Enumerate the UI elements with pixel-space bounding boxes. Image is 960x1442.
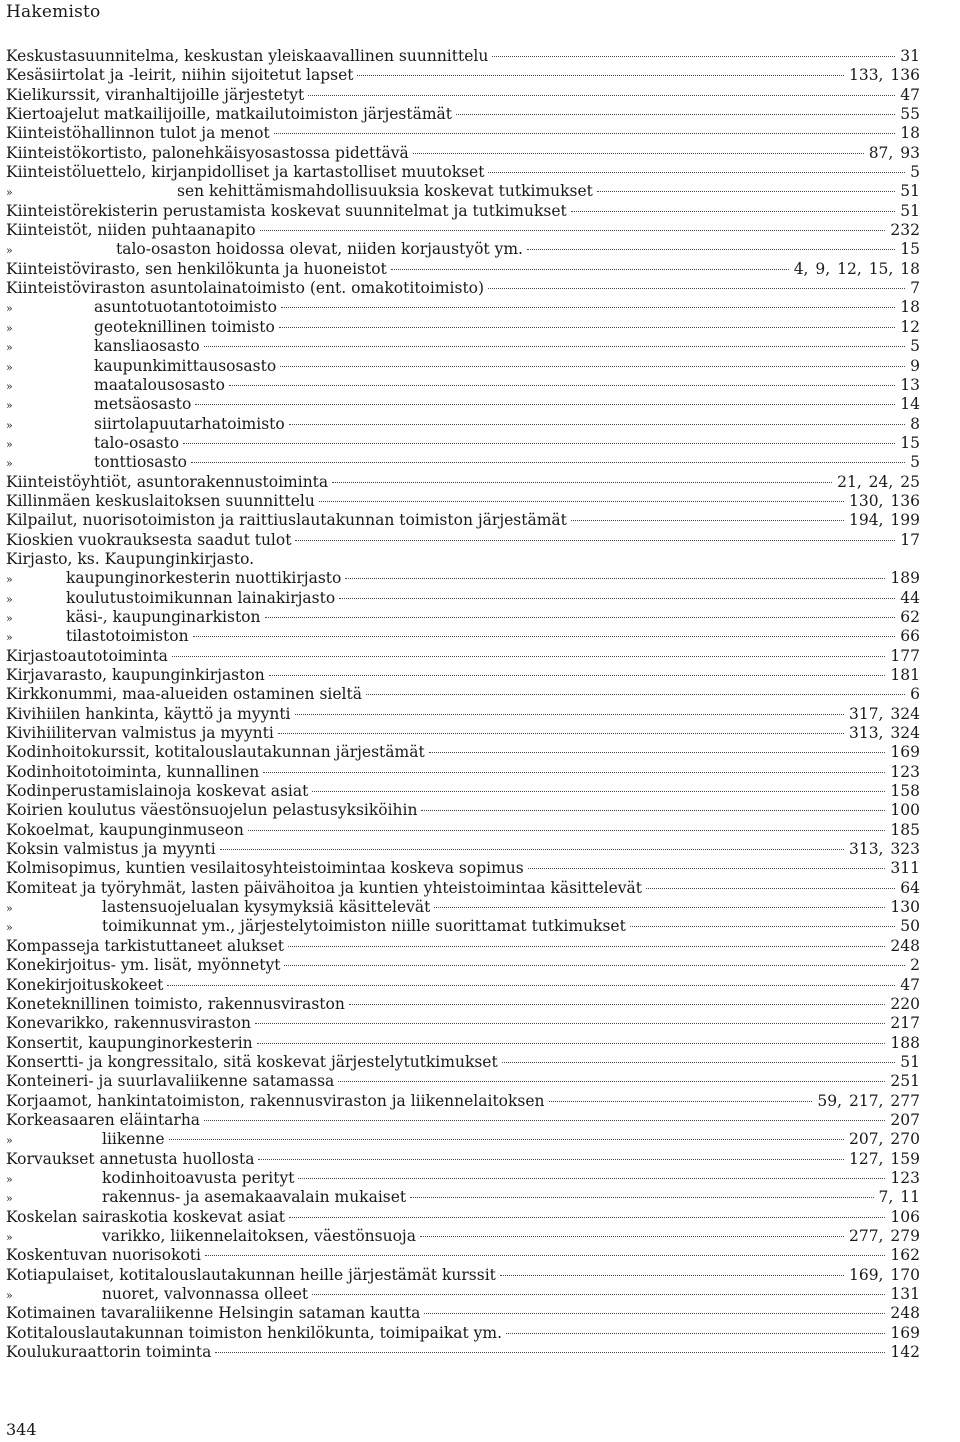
index-entry xyxy=(6,279,920,298)
index-entry-label: Kirjasto, ks. Kaupunginkirjasto. xyxy=(6,549,255,568)
index-entry-label: Kompasseja tarkistuttaneet alukset xyxy=(6,936,284,955)
dot-leader xyxy=(339,598,895,599)
index-entry-label: Kioskien vuokrauksesta saadut tulot xyxy=(6,530,292,549)
index-entry-pages: 8 xyxy=(910,414,920,433)
index-entry xyxy=(6,705,920,724)
index-entry-pages: 87, 93 xyxy=(868,143,920,162)
index-entry xyxy=(6,1034,920,1053)
page-header-title: Hakemisto xyxy=(6,2,101,22)
index-entry-pages: 5 xyxy=(910,337,920,356)
index-entry-label: talo-osasto xyxy=(94,433,180,452)
index-entry xyxy=(6,1266,920,1285)
index-entry-label: Kiinteistökortisto, palonehkäisyosastossa pidettävä xyxy=(6,143,409,162)
dot-leader xyxy=(410,1197,873,1198)
index-entry-label: nuoret, valvonnassa olleet xyxy=(102,1285,309,1303)
dot-leader xyxy=(646,888,895,889)
index-entry-pages: 188 xyxy=(890,1033,920,1052)
index-entry xyxy=(6,357,920,376)
index-entry xyxy=(6,1111,920,1130)
index-entry-pages: 18 xyxy=(900,124,920,143)
index-entry-pages: 142 xyxy=(890,1343,920,1362)
ditto-mark: » xyxy=(6,631,13,645)
index-entry xyxy=(6,956,920,975)
ditto-mark: » xyxy=(6,399,13,413)
index-entry xyxy=(6,608,920,627)
index-entry-pages: 123 xyxy=(890,1168,920,1187)
index-entry-pages: 51 xyxy=(900,182,920,201)
ditto-mark: » xyxy=(6,418,13,432)
index-entry xyxy=(6,221,920,240)
index-entry-pages: 130, 136 xyxy=(848,491,920,510)
dot-leader xyxy=(279,327,895,328)
dot-leader xyxy=(308,95,895,96)
index-entry-label: Koskelan sairaskotia koskevat asiat xyxy=(6,1207,285,1226)
index-entry xyxy=(6,86,920,105)
dot-leader xyxy=(420,1236,844,1237)
index-entry xyxy=(6,569,920,588)
index-entry-pages: 207 xyxy=(890,1110,920,1129)
index-entry-label: Koskentuvan nuorisokoti xyxy=(6,1246,201,1265)
index-entry-pages: 123 xyxy=(890,762,920,781)
index-entry-pages: 21, 24, 25 xyxy=(837,472,920,491)
index-entry-label: Kesäsiirtolat ja -leirit, niihin sijoitetut lapset xyxy=(6,66,354,85)
index-entry xyxy=(6,260,920,279)
dot-leader xyxy=(229,385,895,386)
dot-leader xyxy=(488,288,905,289)
index-entry-pages: 194, 199 xyxy=(848,511,920,530)
dot-leader xyxy=(258,1159,843,1160)
dot-leader xyxy=(274,133,896,134)
index-entry xyxy=(6,627,920,646)
index-entry xyxy=(6,1072,920,1091)
index-entry-label: Koulukuraattorin toiminta xyxy=(6,1343,212,1362)
index-entry-label: Kirjavarasto, kaupunginkirjaston xyxy=(6,666,265,684)
dot-leader xyxy=(204,1120,885,1121)
dot-leader xyxy=(195,404,895,405)
ditto-mark: » xyxy=(6,592,13,606)
index-entry-label: talo-osaston hoidossa olevat, niiden korjaustyöt ym. xyxy=(116,240,523,259)
index-entry-label: Korvaukset annetusta huollosta xyxy=(6,1149,255,1168)
dot-leader xyxy=(169,1139,844,1140)
index-entry-label: geoteknillinen toimisto xyxy=(94,317,275,336)
index-entry-pages: 47 xyxy=(900,85,920,104)
index-entry xyxy=(6,202,920,221)
index-entry xyxy=(6,47,920,66)
index-entry xyxy=(6,298,920,317)
dot-leader xyxy=(571,211,896,212)
index-entry-pages: 18 xyxy=(900,298,920,317)
ditto-mark: » xyxy=(6,1134,13,1148)
index-entry-label: Koneteknillinen toimisto, rakennusviraston xyxy=(6,994,345,1013)
ditto-mark: » xyxy=(6,902,13,916)
index-entry-label: Korjaamot, hankintatoimiston, rakennusviraston ja liikennelaitoksen xyxy=(6,1091,545,1110)
dot-leader xyxy=(434,907,885,908)
index-entry-label: Kiinteistöviraston asuntolainatoimisto (ent. omakotitoimisto) xyxy=(6,279,485,298)
index-entry xyxy=(6,434,920,453)
index-entry-pages: 4, 9, 12, 15, 18 xyxy=(793,259,920,278)
dot-leader xyxy=(424,1313,885,1314)
index-entry-pages: 131 xyxy=(890,1285,920,1303)
index-entry-pages: 7, 11 xyxy=(878,1188,920,1207)
ditto-mark: » xyxy=(6,244,13,258)
index-entry-label: maatalousosasto xyxy=(94,375,225,394)
index-entry-pages: 127, 159 xyxy=(848,1149,920,1168)
ditto-mark: » xyxy=(6,611,13,625)
index-entry-label: toimikunnat ym., järjestelytoimiston niille suorittamat tutkimukset xyxy=(102,917,626,936)
dot-leader xyxy=(391,269,789,270)
index-entry-pages: 12 xyxy=(900,317,920,336)
index-entry-pages: 248 xyxy=(890,936,920,955)
dot-leader xyxy=(289,1217,885,1218)
index-entry-label: Kiinteistöt, niiden puhtaanapito xyxy=(6,221,256,240)
index-entry-label: Koksin valmistus ja myynti xyxy=(6,840,216,859)
index-entry-label: Kiinteistövirasto, sen henkilökunta ja huoneistot xyxy=(6,259,387,278)
index-entry xyxy=(6,937,920,956)
index-entry-pages: 51 xyxy=(900,1052,920,1071)
index-entry-pages: 50 xyxy=(900,917,920,936)
index-entry xyxy=(6,531,920,550)
index-entry-label: kodinhoitoavusta perityt xyxy=(102,1168,295,1187)
index-entry-label: varikko, liikennelaitoksen, väestönsuoja xyxy=(102,1226,416,1245)
index-entry xyxy=(6,898,920,917)
index-entry-label: Konevarikko, rakennusviraston xyxy=(6,1014,251,1033)
dot-leader xyxy=(357,75,843,76)
index-entry xyxy=(6,589,920,608)
dot-leader xyxy=(215,1352,885,1353)
index-entry-pages: 6 xyxy=(910,685,920,704)
index-entry-pages: 55 xyxy=(900,105,920,124)
ditto-mark: » xyxy=(6,573,13,587)
index-entry xyxy=(6,666,920,685)
index-entry-label: Konekirjoitus- ym. lisät, myönnetyt xyxy=(6,956,281,975)
index-entry xyxy=(6,1324,920,1343)
dot-leader xyxy=(456,114,895,115)
index-entry-label: lastensuojelualan kysymyksiä käsittelevät xyxy=(102,898,431,917)
index-entry xyxy=(6,182,920,201)
dot-leader xyxy=(571,520,844,521)
index-entry-label: sen kehittämismahdollisuuksia koskevat tutkimukset xyxy=(177,182,593,201)
index-entry-label: Konsertit, kaupunginorkesterin xyxy=(6,1033,253,1052)
index-entry-pages: 100 xyxy=(890,801,920,820)
index-entry-label: Kolmisopimus, kuntien vesilaitosyhteistoimintaa koskeva sopimus xyxy=(6,859,524,878)
dot-leader xyxy=(295,714,844,715)
index-entry-pages: 14 xyxy=(900,395,920,414)
index-entry xyxy=(6,859,920,878)
dot-leader xyxy=(319,501,844,502)
index-entry-label: Korkeasaaren eläintarha xyxy=(6,1110,201,1129)
dot-leader xyxy=(269,675,886,676)
index-entry-label: Kodinhoitokurssit, kotitalouslautakunnan järjestämät xyxy=(6,743,425,762)
index-entry-label: Koirien koulutus väestönsuojelun pelastusyksiköihin xyxy=(6,801,418,820)
index-entry xyxy=(6,1188,920,1207)
index-entry xyxy=(6,144,920,163)
index-entry xyxy=(6,1092,920,1111)
ditto-mark: » xyxy=(6,321,13,335)
index-entry xyxy=(6,1304,920,1323)
dot-leader xyxy=(280,366,905,367)
dot-leader xyxy=(421,810,885,811)
dot-leader xyxy=(183,443,895,444)
index-entry-label: kaupunginorkesterin nuottikirjasto xyxy=(66,569,342,588)
index-entry-pages: 162 xyxy=(890,1246,920,1265)
index-entry-pages: 51 xyxy=(900,201,920,220)
ditto-mark: » xyxy=(6,186,13,200)
index-entry-pages: 185 xyxy=(890,820,920,839)
index-entry-pages: 66 xyxy=(900,627,920,646)
index-entry xyxy=(6,66,920,85)
ditto-mark: » xyxy=(6,379,13,393)
index-entry-pages: 9 xyxy=(910,356,920,375)
index-entry-pages: 133, 136 xyxy=(848,66,920,85)
index-entry xyxy=(6,492,920,511)
ditto-mark: » xyxy=(6,921,13,935)
index-entry-list xyxy=(6,47,920,1362)
ditto-mark: » xyxy=(6,360,13,374)
index-entry xyxy=(6,240,920,259)
index-entry-pages: 2 xyxy=(910,956,920,975)
index-entry-pages: 5 xyxy=(910,163,920,182)
index-entry xyxy=(6,685,920,704)
index-entry-label: asuntotuotantotoimisto xyxy=(94,298,277,317)
index-entry-label: Kiinteistöhallinnon tulot ja menot xyxy=(6,124,270,143)
index-entry xyxy=(6,1169,920,1188)
index-entry xyxy=(6,1343,920,1362)
dot-leader xyxy=(488,172,905,173)
dot-leader xyxy=(549,1101,813,1102)
dot-leader xyxy=(263,772,885,773)
index-entry-label: Konteineri- ja suurlavaliikenne satamassa xyxy=(6,1072,335,1091)
index-entry-label: Kirjastoautotoiminta xyxy=(6,646,168,665)
index-entry-label: Kiinteistöyhtiöt, asuntorakennustoiminta xyxy=(6,472,329,491)
index-entry xyxy=(6,1130,920,1149)
ditto-mark: » xyxy=(6,437,13,451)
index-entry xyxy=(6,415,920,434)
dot-leader xyxy=(191,462,905,463)
index-entry-label: Kivihiilen hankinta, käyttö ja myynti xyxy=(6,704,291,723)
index-entry xyxy=(6,473,920,492)
dot-leader xyxy=(366,694,905,695)
index-entry xyxy=(6,550,920,569)
index-entry-pages: 15 xyxy=(900,433,920,452)
dot-leader xyxy=(220,849,844,850)
index-entry xyxy=(6,763,920,782)
index-entry-pages: 169 xyxy=(890,743,920,762)
index-entry-label: tilastotoimiston xyxy=(66,627,189,646)
dot-leader xyxy=(295,540,895,541)
index-entry-pages: 181 xyxy=(890,666,920,684)
dot-leader xyxy=(265,617,896,618)
index-entry-pages: 169, 170 xyxy=(848,1265,920,1284)
index-entry-pages: 232 xyxy=(890,221,920,240)
index-entry xyxy=(6,105,920,124)
index-entry-label: Konekirjoituskokeet xyxy=(6,975,164,994)
index-entry-pages: 217 xyxy=(890,1014,920,1033)
index-entry xyxy=(6,1246,920,1265)
index-entry-pages: 7 xyxy=(910,279,920,298)
ditto-mark: » xyxy=(6,1230,13,1244)
dot-leader xyxy=(349,1004,886,1005)
dot-leader xyxy=(502,1062,896,1063)
index-entry-label: metsäosasto xyxy=(94,395,192,414)
index-entry-pages: 317, 324 xyxy=(848,704,920,723)
index-entry-label: Kodinhoitotoiminta, kunnallinen xyxy=(6,762,260,781)
index-entry xyxy=(6,1150,920,1169)
index-entry xyxy=(6,976,920,995)
index-entry-label: Kirkkonummi, maa-alueiden ostaminen sieltä xyxy=(6,685,362,704)
index-entry-label: rakennus- ja asemakaavalain mukaiset xyxy=(102,1188,407,1207)
index-entry-pages: 64 xyxy=(900,878,920,897)
dot-leader xyxy=(288,946,885,947)
dot-leader xyxy=(172,656,885,657)
dot-leader xyxy=(597,191,895,192)
dot-leader xyxy=(312,1294,885,1295)
index-entry-label: Kotitalouslautakunnan toimiston henkilökunta, toimipaikat ym. xyxy=(6,1323,503,1342)
index-entry-label: liikenne xyxy=(102,1130,165,1149)
index-entry-label: siirtolapuutarhatoimisto xyxy=(94,414,285,433)
index-entry-pages: 177 xyxy=(890,646,920,665)
dot-leader xyxy=(281,307,895,308)
index-entry xyxy=(6,337,920,356)
ditto-mark: » xyxy=(6,302,13,316)
dot-leader xyxy=(528,868,886,869)
index-entry xyxy=(6,840,920,859)
index-entry-label: Kielikurssit, viranhaltijoille järjestetyt xyxy=(6,85,305,104)
index-entry-label: Killinmäen keskuslaitoksen suunnittelu xyxy=(6,491,315,510)
index-entry-pages: 44 xyxy=(900,588,920,607)
index-entry xyxy=(6,1053,920,1072)
index-entry xyxy=(6,163,920,182)
index-entry-pages: 158 xyxy=(890,782,920,801)
index-entry-label: Kotiapulaiset, kotitalouslautakunnan heille järjestämät kurssit xyxy=(6,1265,496,1284)
index-entry-label: koulutustoimikunnan lainakirjasto xyxy=(66,588,336,607)
index-entry-label: Kiinteistörekisterin perustamista koskevat suunnitelmat ja tutkimukset xyxy=(6,201,567,220)
index-entry-pages: 15 xyxy=(900,240,920,259)
index-entry xyxy=(6,782,920,801)
dot-leader xyxy=(260,230,886,231)
index-entry-pages: 13 xyxy=(900,375,920,394)
index-entry-label: Kivihiilitervan valmistus ja myynti xyxy=(6,724,274,743)
index-entry-pages: 169 xyxy=(890,1323,920,1342)
dot-leader xyxy=(312,791,885,792)
index-entry xyxy=(6,511,920,530)
dot-leader xyxy=(257,1043,886,1044)
index-entry xyxy=(6,879,920,898)
index-entry xyxy=(6,453,920,472)
index-entry-label: kansliaosasto xyxy=(94,337,200,356)
dot-leader xyxy=(413,153,864,154)
dot-leader xyxy=(204,346,905,347)
dot-leader xyxy=(630,926,895,927)
index-entry-pages: 5 xyxy=(910,453,920,472)
index-entry-label: Keskustasuunnitelma, keskustan yleiskaavallinen suunnittelu xyxy=(6,47,489,65)
dot-leader xyxy=(284,965,905,966)
page-number: 344 xyxy=(6,1420,37,1439)
index-entry-label: tonttiosasto xyxy=(94,453,187,472)
index-entry-label: kaupunkimittausosasto xyxy=(94,356,277,375)
index-entry-pages: 313, 323 xyxy=(848,840,920,859)
dot-leader xyxy=(289,424,905,425)
dot-leader xyxy=(332,482,832,483)
dot-leader xyxy=(500,1275,844,1276)
index-entry xyxy=(6,318,920,337)
index-entry-label: käsi-, kaupunginarkiston xyxy=(66,607,261,626)
ditto-mark: » xyxy=(6,457,13,471)
index-entry-pages: 207, 270 xyxy=(848,1130,920,1149)
dot-leader xyxy=(338,1081,885,1082)
index-entry xyxy=(6,1014,920,1033)
index-entry-pages: 130 xyxy=(890,898,920,917)
ditto-mark: » xyxy=(6,1172,13,1186)
dot-leader xyxy=(278,733,844,734)
index-entry-pages: 248 xyxy=(890,1304,920,1323)
dot-leader xyxy=(193,636,896,637)
index-entry xyxy=(6,917,920,936)
dot-leader xyxy=(429,752,886,753)
index-entry xyxy=(6,395,920,414)
index-entry xyxy=(6,124,920,143)
dot-leader xyxy=(506,1333,885,1334)
index-entry-label: Kodinperustamislainoja koskevat asiat xyxy=(6,782,309,801)
index-entry-pages: 311 xyxy=(890,859,920,878)
index-entry-label: Kotimainen tavaraliikenne Helsingin sataman kautta xyxy=(6,1304,421,1323)
dot-leader xyxy=(255,1023,885,1024)
dot-leader xyxy=(167,985,895,986)
index-entry xyxy=(6,1208,920,1227)
index-entry-pages: 251 xyxy=(890,1072,920,1091)
index-entry xyxy=(6,995,920,1014)
index-entry-pages: 106 xyxy=(890,1207,920,1226)
index-entry-label: Konsertti- ja kongressitalo, sitä koskevat järjestelytutkimukset xyxy=(6,1052,498,1071)
index-entry-pages: 313, 324 xyxy=(848,724,920,743)
index-entry-pages: 277, 279 xyxy=(848,1226,920,1245)
index-entry xyxy=(6,1227,920,1246)
index-entry-label: Kiinteistöluettelo, kirjanpidolliset ja kartastolliset muutokset xyxy=(6,163,485,182)
index-entry-pages: 220 xyxy=(890,994,920,1013)
ditto-mark: » xyxy=(6,1192,13,1206)
index-entry-label: Kiertoajelut matkailijoille, matkailutoimiston järjestämät xyxy=(6,105,453,124)
dot-leader xyxy=(248,830,886,831)
index-entry xyxy=(6,376,920,395)
index-entry-pages: 62 xyxy=(900,607,920,626)
index-entry-label: Kilpailut, nuorisotoimiston ja raittiuslautakunnan toimiston järjestämät xyxy=(6,511,567,530)
index-entry-pages: 31 xyxy=(900,47,920,65)
index-entry-pages: 47 xyxy=(900,975,920,994)
index-entry xyxy=(6,647,920,666)
index-entry xyxy=(6,743,920,762)
index-entry-pages: 17 xyxy=(900,530,920,549)
index-entry-label: Kokoelmat, kaupunginmuseon xyxy=(6,820,244,839)
dot-leader xyxy=(205,1255,885,1256)
index-entry xyxy=(6,801,920,820)
dot-leader xyxy=(492,56,895,57)
dot-leader xyxy=(527,249,895,250)
index-entry-label: Komiteat ja työryhmät, lasten päivähoitoa ja kuntien yhteistoimintaa käsittelevät xyxy=(6,878,642,897)
dot-leader xyxy=(298,1178,885,1179)
index-entry xyxy=(6,724,920,743)
index-entry-pages: 189 xyxy=(890,569,920,588)
index-entry xyxy=(6,1285,920,1304)
ditto-mark: » xyxy=(6,341,13,355)
index-entry-pages: 59, 217, 277 xyxy=(817,1091,920,1110)
index-entry xyxy=(6,821,920,840)
dot-leader xyxy=(345,578,885,579)
ditto-mark: » xyxy=(6,1289,13,1302)
